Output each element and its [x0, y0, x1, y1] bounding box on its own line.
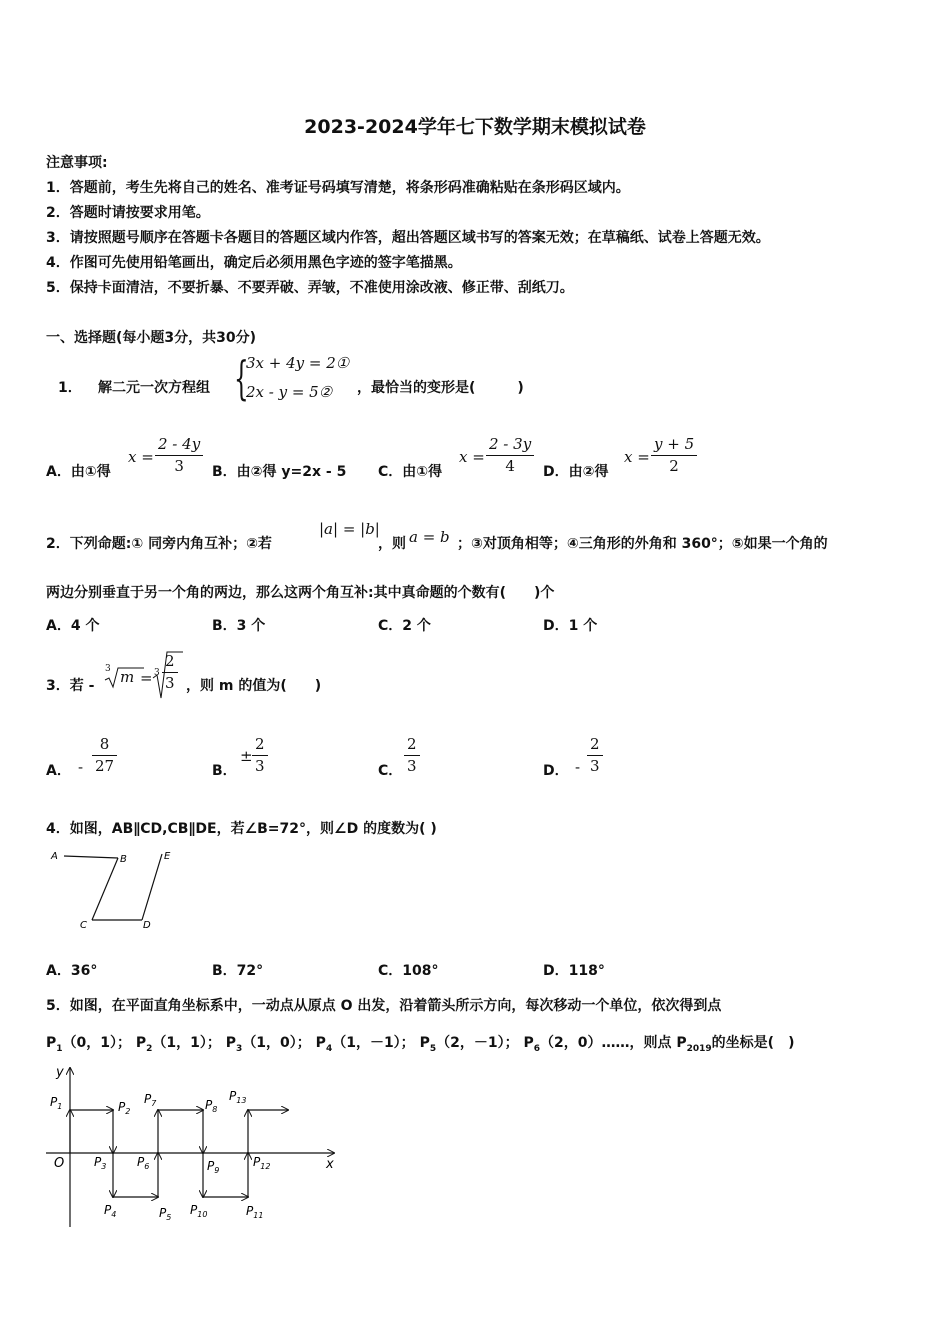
- q3-stem-pre: 3．若 -: [46, 678, 95, 694]
- q3-a-fraction: [92, 736, 117, 775]
- q3-option-a: A．: [46, 763, 71, 779]
- q1-c-numerator: 2 - 3y: [486, 436, 534, 456]
- point-label: $P_5$: [159, 1206, 172, 1222]
- q5-point: $P_5(2$，－1）；: [419, 1035, 519, 1054]
- point-label: $P_{10}$: [190, 1203, 208, 1219]
- notes-heading: 注意事项:: [46, 155, 108, 171]
- q3-d-numerator: 2: [587, 736, 603, 756]
- q2-option-d: D．1 个: [543, 618, 598, 634]
- q4-segment-bc: [92, 858, 118, 920]
- q5-point: $P_1(0$，1）；: [46, 1035, 132, 1054]
- q3-b-denominator: 3: [255, 757, 265, 775]
- point-label: $P_2$: [118, 1100, 131, 1116]
- q2-stem-line2: 两边分别垂直于另一个角的两边，那么这两个角互补:其中真命题的个数有( )个: [46, 585, 555, 601]
- point-label: $P_3$: [94, 1155, 107, 1171]
- q1-a-lhs: x =: [128, 448, 154, 466]
- q4-label-d: D: [143, 920, 151, 931]
- q3-equals: =: [140, 669, 153, 687]
- point-label: $P_7$: [144, 1092, 157, 1108]
- q3-option-d: D．: [543, 763, 569, 779]
- q5-coordinate-figure: [40, 1060, 340, 1235]
- q1-d-fraction: [651, 436, 697, 475]
- q4-segment-ab: [64, 856, 118, 858]
- q1-number: 1．: [58, 380, 82, 396]
- point-label: $P_8$: [205, 1098, 218, 1114]
- q1-eq1: 3x + 4y = 2①: [246, 354, 350, 372]
- q4-label-e: E: [164, 851, 171, 862]
- q3-c-fraction: [404, 736, 420, 775]
- q3-a-sign: -: [78, 758, 84, 776]
- point-label: $P_{11}$: [246, 1204, 264, 1220]
- point-label: $P_4$: [104, 1203, 117, 1219]
- q4-label-c: C: [80, 920, 87, 931]
- q2-stem-part2: ，则: [378, 536, 406, 552]
- q1-a-denominator: 3: [174, 457, 184, 475]
- q1-eq2: 2x - y = 5②: [246, 383, 333, 401]
- q4-option-c: C．108°: [378, 963, 439, 979]
- q1-d-lhs: x =: [624, 448, 650, 466]
- q2-abs-equation: |a| = |b|: [319, 520, 380, 538]
- q4-label-b: B: [120, 854, 127, 865]
- q3-b-fraction: [252, 736, 268, 775]
- q1-d-denominator: 2: [669, 457, 679, 475]
- q3-rhs-denominator: 3: [165, 674, 175, 692]
- q1-stem-end: ，最恰当的变形是( ): [357, 380, 524, 396]
- q2-equation: a = b: [409, 528, 450, 546]
- q5-points-line: [46, 1032, 794, 1054]
- q1-a-fraction: [155, 436, 203, 475]
- q2-option-c: C．2 个: [378, 618, 431, 634]
- section-heading: 一、选择题(每小题3分，共30分): [46, 330, 257, 346]
- q4-stem: 4．如图，AB∥CD,CB∥DE，若∠B=72°，则∠D 的度数为( ): [46, 821, 437, 837]
- q3-a-numerator: 8: [92, 736, 117, 756]
- q4-label-a: A: [51, 851, 58, 862]
- q5-point: $P_4(1$，－1）；: [315, 1035, 415, 1054]
- q4-figure: [46, 846, 186, 936]
- q3-option-b: B．: [212, 763, 237, 779]
- q4-option-d: D．118°: [543, 963, 605, 979]
- q5-target-point: $P_{2019}$的坐标是( ): [676, 1035, 795, 1054]
- q2-option-a: A．4 个: [46, 618, 100, 634]
- q1-option-a: A．由①得: [46, 464, 111, 480]
- q3-b-sign: ±: [240, 747, 253, 765]
- q3-rhs-numerator: 2: [162, 653, 178, 673]
- q3-b-numerator: 2: [252, 736, 268, 756]
- q1-stem: 解二元一次方程组: [98, 380, 210, 396]
- y-axis-label: y: [56, 1065, 64, 1080]
- q3-stem-post: ，则 m 的值为( ): [186, 678, 322, 694]
- point-label: $P_{12}$: [253, 1155, 271, 1171]
- q1-c-fraction: [486, 436, 534, 475]
- note-item: 4．作图可先使用铅笔画出，确定后必须用黑色字迹的签字笔描黑。: [46, 255, 462, 271]
- q1-system-brace: {: [234, 351, 249, 405]
- note-item: 3．请按照题号顺序在答题卡各题目的答题区域内作答，超出答题区域书写的答案无效；在草稿纸、试卷上答题无效。: [46, 230, 770, 246]
- q3-rhs-root-index: 3: [154, 668, 160, 678]
- point-label: $P_{13}$: [229, 1089, 247, 1105]
- q4-option-a: A．36°: [46, 963, 98, 979]
- q1-c-denominator: 4: [505, 457, 515, 475]
- origin-label: O: [54, 1156, 65, 1171]
- q3-d-fraction: [587, 736, 603, 775]
- point-label: $P_6$: [137, 1155, 150, 1171]
- q3-d-sign: -: [575, 758, 581, 776]
- q3-lhs-root-index: 3: [105, 664, 111, 674]
- q2-option-b: B．3 个: [212, 618, 266, 634]
- q3-d-denominator: 3: [590, 757, 600, 775]
- point-label: $P_9$: [207, 1159, 220, 1175]
- q1-option-c: C．由①得: [378, 464, 443, 480]
- x-axis-label: x: [326, 1157, 334, 1172]
- q3-a-denominator: 27: [95, 757, 115, 775]
- q3-c-numerator: 2: [404, 736, 420, 756]
- q1-c-lhs: x =: [459, 448, 485, 466]
- q2-stem-part1: 2．下列命题:① 同旁内角互补；②若: [46, 536, 272, 552]
- page-title: 2023-2024学年七下数学期末模拟试卷: [304, 116, 646, 138]
- point-label: $P_1$: [50, 1095, 63, 1111]
- q1-a-numerator: 2 - 4y: [155, 436, 203, 456]
- q1-d-numerator: y + 5: [651, 436, 697, 456]
- q5-stem-line1: 5．如图，在平面直角坐标系中，一动点从原点 O 出发，沿着箭头所示方向，每次移动一个单位，依次得到点: [46, 998, 722, 1014]
- q3-rhs-fraction: [162, 653, 178, 692]
- note-item: 5．保持卡面清洁，不要折暴、不要弄破、弄皱，不准使用涂改液、修正带、刮纸刀。: [46, 280, 574, 296]
- q3-lhs-radicand: m: [120, 668, 135, 686]
- note-item: 2．答题时请按要求用笔。: [46, 205, 210, 221]
- q5-point: $P_2(1$，1）；: [135, 1035, 221, 1054]
- q5-point: $P_3(1$，0）；: [225, 1035, 311, 1054]
- q1-option-b: B．由②得 y=2x - 5: [212, 464, 347, 480]
- q3-option-c: C．: [378, 763, 403, 779]
- q4-segment-de: [142, 854, 162, 920]
- q1-option-d: D．由②得: [543, 464, 609, 480]
- q3-c-denominator: 3: [407, 757, 417, 775]
- q5-point: $P_6(2$，0）……，则点: [523, 1035, 672, 1054]
- q4-option-b: B．72°: [212, 963, 264, 979]
- note-item: 1．答题前，考生先将自己的姓名、准考证号码填写清楚，将条形码准确粘贴在条形码区域内。: [46, 180, 630, 196]
- q2-stem-part3: ；③对顶角相等；④三角形的外角和 360°；⑤如果一个角的: [457, 536, 828, 552]
